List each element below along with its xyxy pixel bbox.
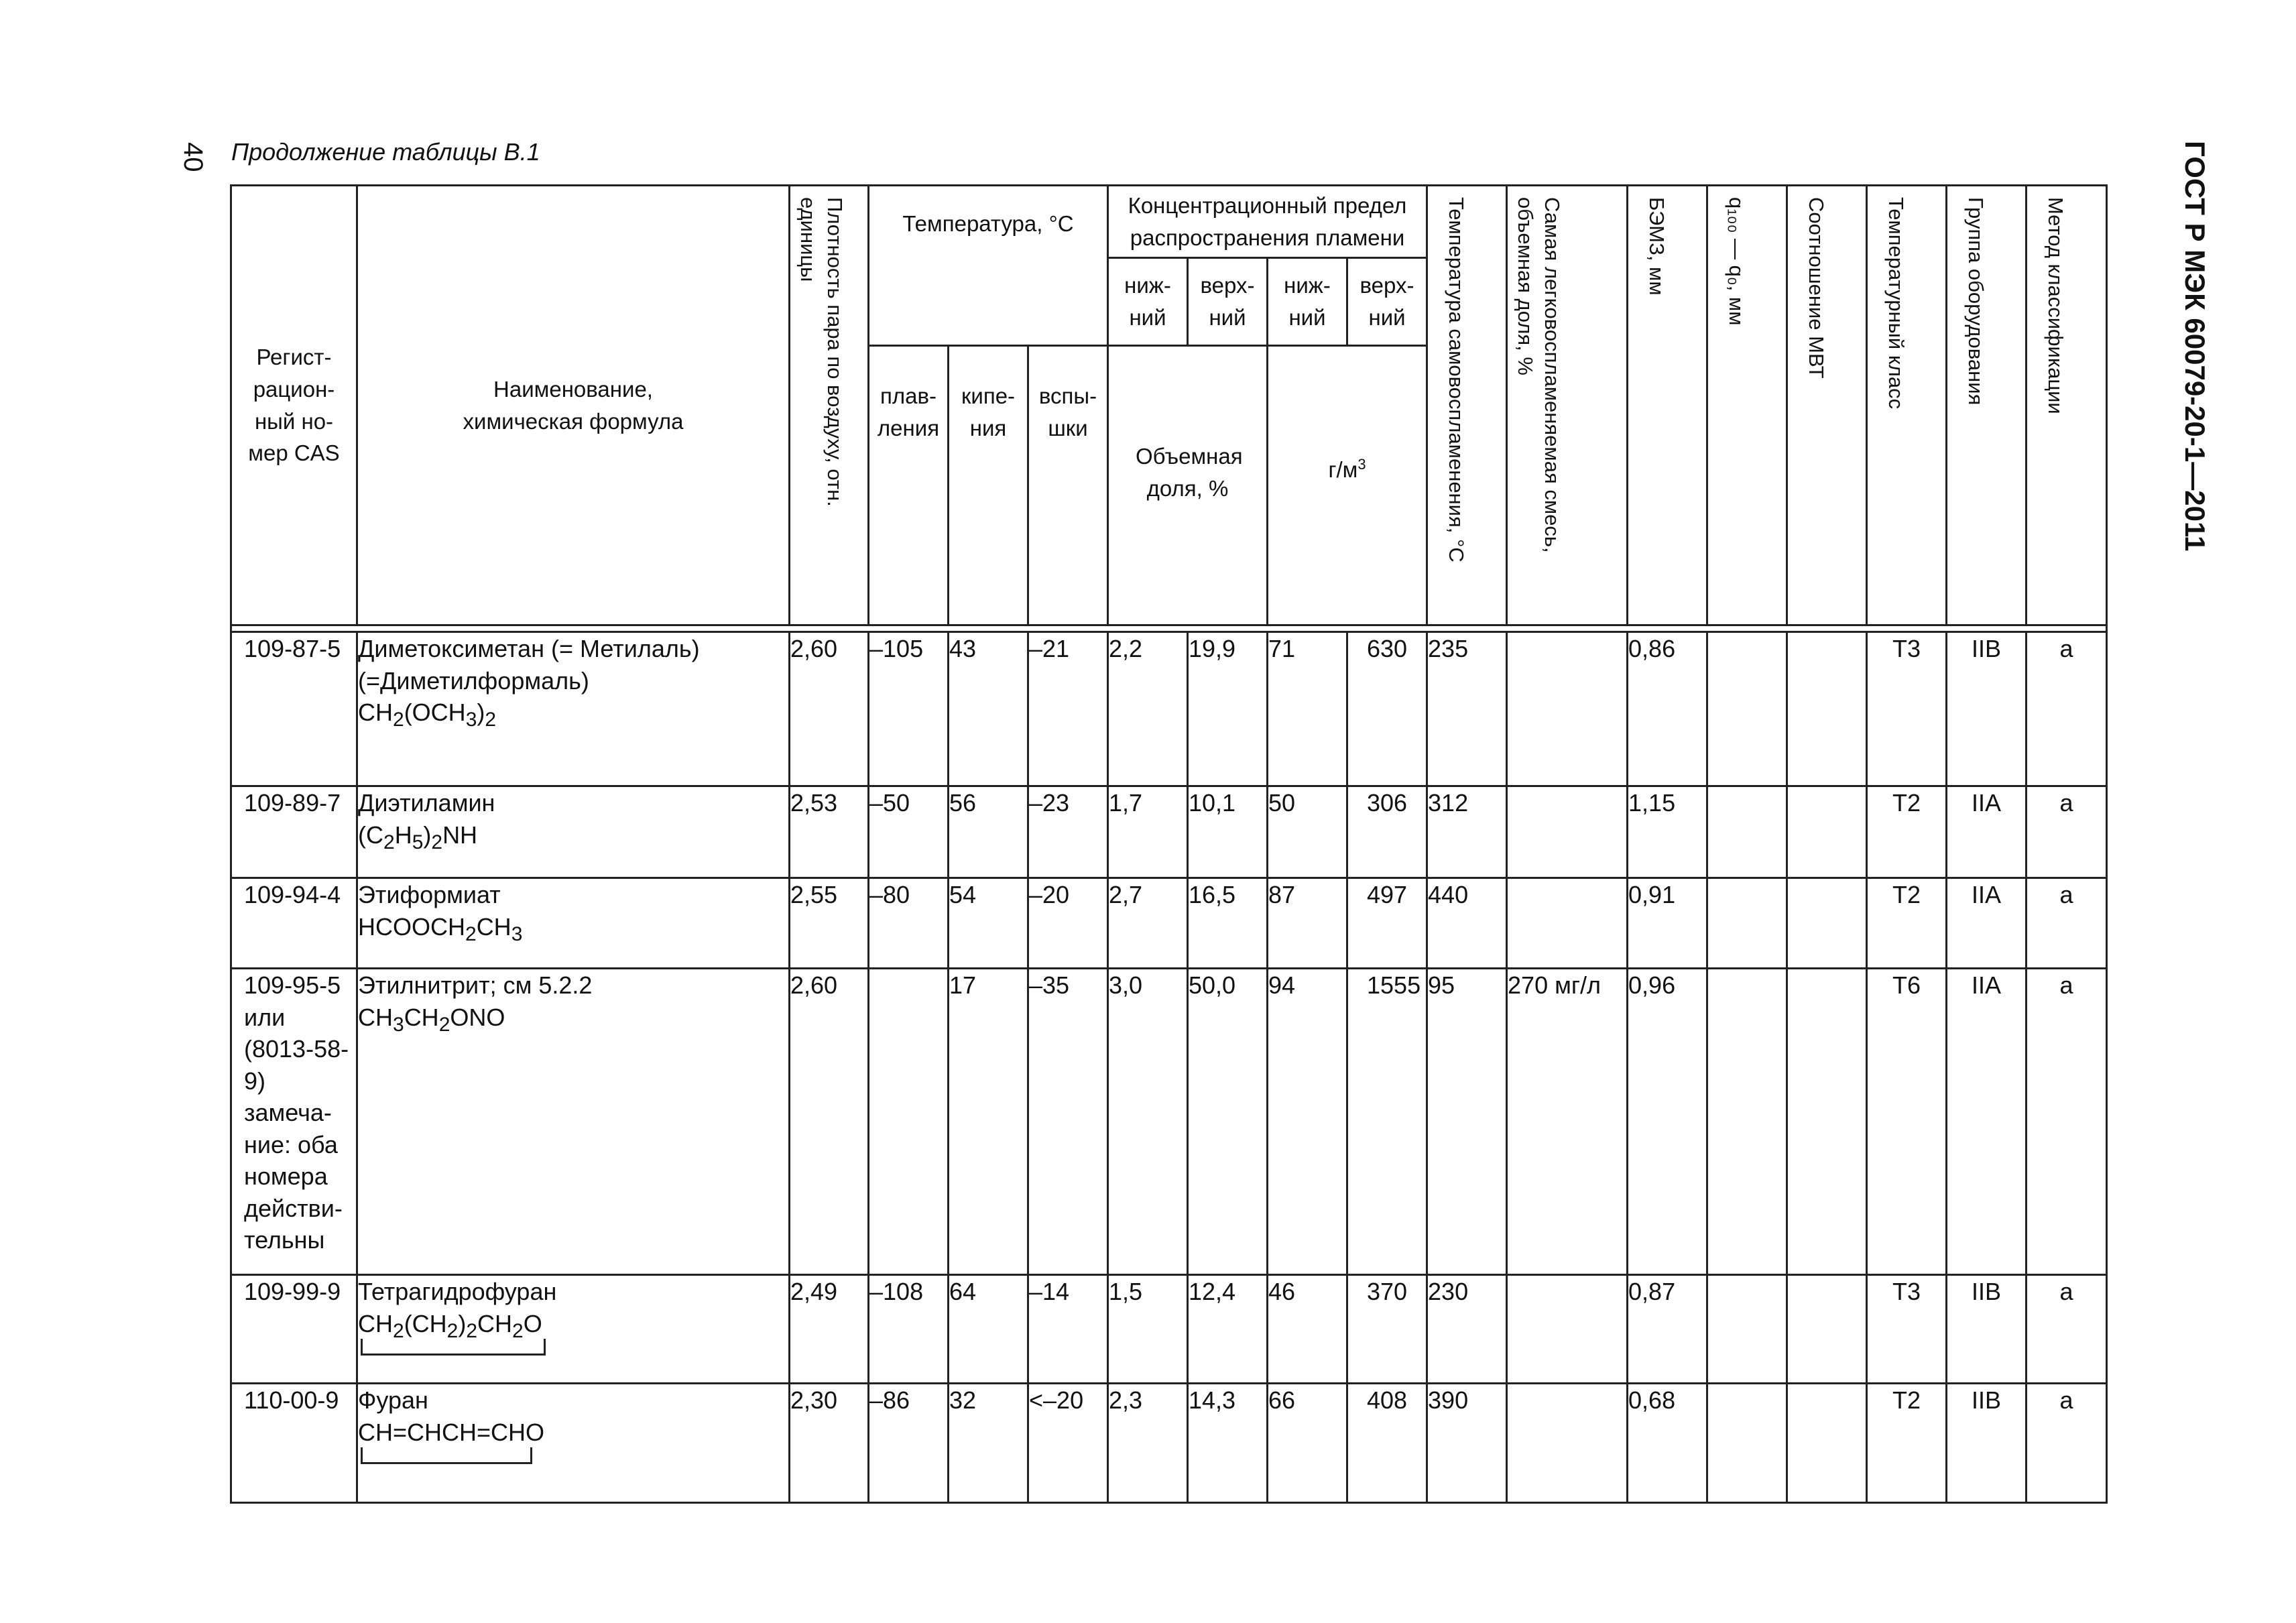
header-upper-vol (1188, 258, 1268, 346)
substance-name: Этилнитрит; см 5.2.2 (358, 971, 593, 999)
cell-mic (1787, 1384, 1867, 1503)
cell-name (357, 1275, 790, 1384)
table-row (231, 1275, 2107, 1384)
cell-value: 109-87-5 (244, 635, 341, 662)
cell-value: a (2059, 881, 2073, 908)
cell-value: 1,15 (1628, 789, 1676, 817)
cell-mixture (1507, 878, 1628, 969)
cell-flash (1028, 632, 1108, 786)
header-group (1947, 186, 2027, 625)
cell-group (1947, 1384, 2027, 1503)
table-row (231, 969, 2107, 1275)
cell-value: –14 (1029, 1278, 1070, 1305)
cell-density (790, 969, 869, 1275)
cell-method (2027, 632, 2107, 786)
substance-name: Фуран (358, 1386, 428, 1414)
cell-uel-vol (1188, 878, 1268, 969)
cell-value: Т2 (1892, 881, 1921, 908)
cell-value: 312 (1428, 789, 1469, 817)
cell-value: 94 (1268, 971, 1296, 999)
header-autoignition (1427, 186, 1507, 625)
cell-value: –105 (869, 635, 924, 662)
cell-method (2027, 969, 2107, 1275)
cell-value: 497 (1367, 881, 1408, 908)
header-gm3-text: г/м (1328, 457, 1358, 483)
cell-uel-vol (1188, 786, 1268, 878)
cell-temp-class (1867, 878, 1947, 969)
header-melting-text: плав-ления (877, 383, 940, 440)
cell-value: a (2059, 635, 2073, 662)
cell-value: 390 (1428, 1386, 1469, 1414)
cell-value: –35 (1029, 971, 1070, 999)
cell-name (357, 786, 790, 878)
cell-value: 66 (1268, 1386, 1296, 1414)
cell-value: 0,86 (1628, 635, 1676, 662)
cell-boiling (949, 878, 1028, 969)
cell-value: 12,4 (1189, 1278, 1236, 1305)
cell-lel-g (1268, 786, 1347, 878)
cell-value: –50 (869, 789, 910, 817)
substance-name: Тетрагидрофуран (358, 1278, 557, 1305)
cell-group (1947, 1275, 2027, 1384)
cell-value: 32 (949, 1386, 977, 1414)
cell-value: Т2 (1892, 789, 1921, 817)
cell-value: 0,87 (1628, 1278, 1676, 1305)
header-mesg (1628, 186, 1707, 625)
cell-temp-class (1867, 786, 1947, 878)
cell-value: a (2059, 789, 2073, 817)
cell-melting (869, 1384, 949, 1503)
cell-mesg (1628, 786, 1707, 878)
page-number: 40 (178, 142, 208, 172)
cell-cas (231, 786, 357, 878)
cell-value: 0,96 (1628, 971, 1676, 999)
cell-mesg (1628, 969, 1707, 1275)
header-temp-class-text: Температурный класс (1884, 197, 1909, 410)
cell-melting (869, 632, 949, 786)
header-melting (869, 346, 949, 625)
cell-mic (1787, 786, 1867, 878)
cell-mesg (1628, 1384, 1707, 1503)
header-flash-text: вспы-шки (1038, 383, 1097, 440)
header-density-text: Плотность пара по воздуху, отн. единицы (796, 197, 847, 507)
cell-value: 370 (1367, 1278, 1408, 1305)
header-density (790, 186, 869, 625)
cell-uel-vol (1188, 1275, 1268, 1384)
cell-value: 1,5 (1109, 1278, 1143, 1305)
cell-method (2027, 878, 2107, 969)
cell-uel-g (1347, 878, 1427, 969)
ring-bracket (361, 1447, 532, 1464)
cell-value: 64 (949, 1278, 977, 1305)
cell-cas (231, 632, 357, 786)
header-name-text: Наименование, химическая формула (463, 376, 684, 434)
header-concentration-text: Концентрационный предел распространения пламени (1128, 192, 1407, 250)
cell-value: 0,68 (1628, 1386, 1676, 1414)
cell-value: 440 (1428, 881, 1469, 908)
cell-value: 2,2 (1109, 635, 1143, 662)
header-lower-g (1268, 258, 1347, 346)
cell-autoignition (1427, 632, 1507, 786)
header-autoignition-text: Температура самовоспламенения, °С (1445, 197, 1469, 562)
cell-flash (1028, 786, 1108, 878)
cell-cas (231, 1275, 357, 1384)
cell-q (1707, 969, 1787, 1275)
cell-lel-g (1268, 632, 1347, 786)
cell-uel-vol (1188, 1384, 1268, 1503)
cell-autoignition (1427, 878, 1507, 969)
cell-value: 1,7 (1109, 789, 1143, 817)
cell-temp-class (1867, 1384, 1947, 1503)
cell-mixture (1507, 786, 1628, 878)
header-mesg-text: БЭМЗ, мм (1645, 197, 1669, 296)
chemical-formula: $CH_3CH_2ONO$ (358, 1003, 505, 1036)
cell-value: 17 (949, 971, 977, 999)
header-temperature-text: Температура, °С (902, 211, 1074, 236)
cell-value: 306 (1367, 789, 1408, 817)
cell-name (357, 632, 790, 786)
cell-value: 235 (1428, 635, 1469, 662)
cell-uel-g (1347, 786, 1427, 878)
cell-cas (231, 1384, 357, 1503)
cell-value: –108 (869, 1278, 924, 1305)
cell-value: IIA (1972, 789, 2002, 817)
cell-value: 2,60 (790, 635, 838, 662)
cell-value: 10,1 (1189, 789, 1236, 817)
cell-value: 71 (1268, 635, 1296, 662)
header-cas-text: Регист-рацион-ный но-мер CAS (248, 344, 340, 466)
header-temp-class (1867, 186, 1947, 625)
header-upper-g-text: верх-ний (1360, 273, 1414, 330)
cell-temp-class (1867, 969, 1947, 1275)
cell-mesg (1628, 632, 1707, 786)
header-method-text: Метод классификации (2044, 197, 2068, 414)
header-gm3 (1268, 346, 1427, 625)
header-cas (231, 186, 357, 625)
cell-value: 3,0 (1109, 971, 1143, 999)
cell-value: 1555 (1367, 971, 1421, 999)
cell-value: 19,9 (1189, 635, 1236, 662)
cell-lel-g (1268, 1275, 1347, 1384)
cell-flash (1028, 1384, 1108, 1503)
cell-value: 16,5 (1189, 881, 1236, 908)
cell-name (357, 878, 790, 969)
header-lower-vol (1108, 258, 1188, 346)
continuation-title: Продолжение таблицы В.1 (231, 138, 540, 166)
properties-table (230, 184, 2108, 1504)
cell-value: 95 (1428, 971, 1455, 999)
cell-q (1707, 878, 1787, 969)
header-gap (231, 625, 2107, 632)
header-name (357, 186, 790, 625)
chemical-formula: $HCOOCH_2CH_3$ (358, 912, 523, 945)
cell-value: 14,3 (1189, 1386, 1236, 1414)
cell-lel-vol (1108, 1275, 1188, 1384)
cell-value: <–20 (1029, 1386, 1084, 1414)
cell-mixture (1507, 632, 1628, 786)
cell-autoignition (1427, 786, 1507, 878)
substance-name: Диэтиламин (358, 789, 495, 817)
cell-autoignition (1427, 1384, 1507, 1503)
cell-value: 110-00-9 (244, 1386, 339, 1414)
cell-melting (869, 786, 949, 878)
header-temperature (869, 186, 1108, 346)
cell-mesg (1628, 1275, 1707, 1384)
cell-flash (1028, 878, 1108, 969)
cell-value: Т6 (1892, 971, 1921, 999)
cell-lel-vol (1108, 969, 1188, 1275)
cell-value: a (2059, 971, 2073, 999)
cell-q (1707, 632, 1787, 786)
standard-code (2179, 141, 2226, 610)
cell-uel-g (1347, 1384, 1427, 1503)
cell-method (2027, 786, 2107, 878)
header-q-text: q₁₀₀ — q₀, мм (1725, 197, 1749, 326)
cell-lel-vol (1108, 786, 1188, 878)
cell-value: 2,53 (790, 789, 838, 817)
header-volume-fraction (1108, 346, 1268, 625)
cell-melting (869, 878, 949, 969)
cell-value: 50 (1268, 789, 1296, 817)
cell-value: Т3 (1892, 635, 1921, 662)
standard-code-text: ГОСТ Р МЭК 60079-20-1—2011 (2179, 141, 2211, 552)
cell-group (1947, 969, 2027, 1275)
cell-uel-vol (1188, 969, 1268, 1275)
cell-value: IIB (1972, 1386, 2002, 1414)
cell-lel-g (1268, 969, 1347, 1275)
cell-value: a (2059, 1278, 2073, 1305)
cell-value: IIB (1972, 635, 2002, 662)
cell-density (790, 632, 869, 786)
cell-name (357, 969, 790, 1275)
substance-name: Этиформиат (358, 881, 501, 908)
cell-value: 50,0 (1189, 971, 1236, 999)
cell-cas (231, 969, 357, 1275)
cell-q (1707, 786, 1787, 878)
cell-value: –86 (869, 1386, 910, 1414)
cell-temp-class (1867, 632, 1947, 786)
cell-value: 2,55 (790, 881, 838, 908)
cell-value: 46 (1268, 1278, 1296, 1305)
cell-value: a (2059, 1386, 2073, 1414)
header-group-text: Группа оборудования (1964, 197, 1988, 406)
cell-flash (1028, 1275, 1108, 1384)
cell-value: 109-89-7 (244, 789, 341, 817)
header-boiling (949, 346, 1028, 625)
cell-group (1947, 632, 2027, 786)
substance-name: Диметоксиметан (= Метилаль) (=Диметилформаль) (358, 635, 700, 695)
cell-mesg (1628, 878, 1707, 969)
header-flash (1028, 346, 1108, 625)
cell-melting (869, 1275, 949, 1384)
chemical-formula: $(C_2H_5)_2NH$ (358, 821, 478, 853)
cell-value: 2,49 (790, 1278, 838, 1305)
cell-value: 2,30 (790, 1386, 838, 1414)
header-mixture (1507, 186, 1628, 625)
header-gm3-sup: 3 (1357, 456, 1366, 473)
cell-lel-g (1268, 878, 1347, 969)
cell-temp-class (1867, 1275, 1947, 1384)
header-q (1707, 186, 1787, 625)
chemical-formula: $CH_2(CH_2)_2CH_2O$ (358, 1308, 542, 1345)
header-upper-g (1347, 258, 1427, 346)
cell-group (1947, 786, 2027, 878)
cell-value: 2,60 (790, 971, 838, 999)
cell-cas (231, 878, 357, 969)
header-upper-vol-text: верх-ний (1200, 273, 1255, 330)
header-volume-fraction-text: Объемная доля, % (1136, 444, 1243, 501)
cell-value: 43 (949, 635, 977, 662)
cell-boiling (949, 786, 1028, 878)
header-concentration (1108, 186, 1427, 258)
cell-method (2027, 1275, 2107, 1384)
table-row (231, 786, 2107, 878)
header-mixture-text: Самая легковоспламеняемая смесь, объемная доля, % (1513, 197, 1565, 553)
cell-value: Т2 (1892, 1386, 1921, 1414)
cell-boiling (949, 632, 1028, 786)
header-lower-vol-text: ниж-ний (1124, 273, 1171, 330)
cell-value: –20 (1029, 881, 1070, 908)
cell-mic (1787, 969, 1867, 1275)
cell-name (357, 1384, 790, 1503)
cell-uel-vol (1188, 632, 1268, 786)
table-row (231, 632, 2107, 786)
cell-group (1947, 878, 2027, 969)
cell-mixture (1507, 1384, 1628, 1503)
cell-mic (1787, 1275, 1867, 1384)
cell-lel-vol (1108, 632, 1188, 786)
cell-mic (1787, 878, 1867, 969)
header-mic-text: Соотношение МВТ (1805, 197, 1829, 379)
cell-density (790, 1275, 869, 1384)
cell-uel-g (1347, 969, 1427, 1275)
header-lower-g-text: ниж-ний (1284, 273, 1331, 330)
cell-value: IIA (1972, 971, 2002, 999)
cell-value: 230 (1428, 1278, 1469, 1305)
cell-value: 109-95-5 или (8013-58-9) замеча-ние: оба номера действи-тельны (244, 971, 349, 1254)
cell-q (1707, 1275, 1787, 1384)
chemical-formula: CH=CHCH=CHO (358, 1417, 544, 1449)
cell-value: –23 (1029, 789, 1070, 817)
cell-melting (869, 969, 949, 1275)
cell-value: 408 (1367, 1386, 1408, 1414)
cell-lel-g (1268, 1384, 1347, 1503)
cell-boiling (949, 1384, 1028, 1503)
cell-uel-g (1347, 1275, 1427, 1384)
header-boiling-text: кипе-ния (961, 383, 1016, 440)
ring-bracket (361, 1339, 546, 1356)
cell-autoignition (1427, 1275, 1507, 1384)
cell-value: 630 (1367, 635, 1408, 662)
cell-density (790, 878, 869, 969)
cell-q (1707, 1384, 1787, 1503)
cell-value: 109-94-4 (244, 881, 341, 908)
cell-mixture (1507, 1275, 1628, 1384)
cell-value: Т3 (1892, 1278, 1921, 1305)
cell-density (790, 1384, 869, 1503)
cell-value: –80 (869, 881, 910, 908)
cell-autoignition (1427, 969, 1507, 1275)
table-row (231, 878, 2107, 969)
cell-value: 109-99-9 (244, 1278, 341, 1305)
cell-uel-g (1347, 632, 1427, 786)
cell-value: IIB (1972, 1278, 2002, 1305)
cell-mixture (1507, 969, 1628, 1275)
cell-value: 0,91 (1628, 881, 1676, 908)
cell-boiling (949, 1275, 1028, 1384)
cell-flash (1028, 969, 1108, 1275)
cell-value: 2,3 (1109, 1386, 1143, 1414)
cell-boiling (949, 969, 1028, 1275)
cell-value: 56 (949, 789, 977, 817)
cell-mic (1787, 632, 1867, 786)
cell-value: 270 мг/л (1508, 971, 1601, 999)
table-body (231, 632, 2107, 1503)
table-row (231, 1384, 2107, 1503)
cell-lel-vol (1108, 1384, 1188, 1503)
cell-value: 2,7 (1109, 881, 1143, 908)
cell-lel-vol (1108, 878, 1188, 969)
header-method (2027, 186, 2107, 625)
cell-value: IIA (1972, 881, 2002, 908)
cell-density (790, 786, 869, 878)
cell-value: –21 (1029, 635, 1070, 662)
header-mic (1787, 186, 1867, 625)
cell-value: 54 (949, 881, 977, 908)
cell-value: 87 (1268, 881, 1296, 908)
cell-method (2027, 1384, 2107, 1503)
chemical-formula: $CH_2(OCH_3)_2$ (358, 699, 497, 731)
